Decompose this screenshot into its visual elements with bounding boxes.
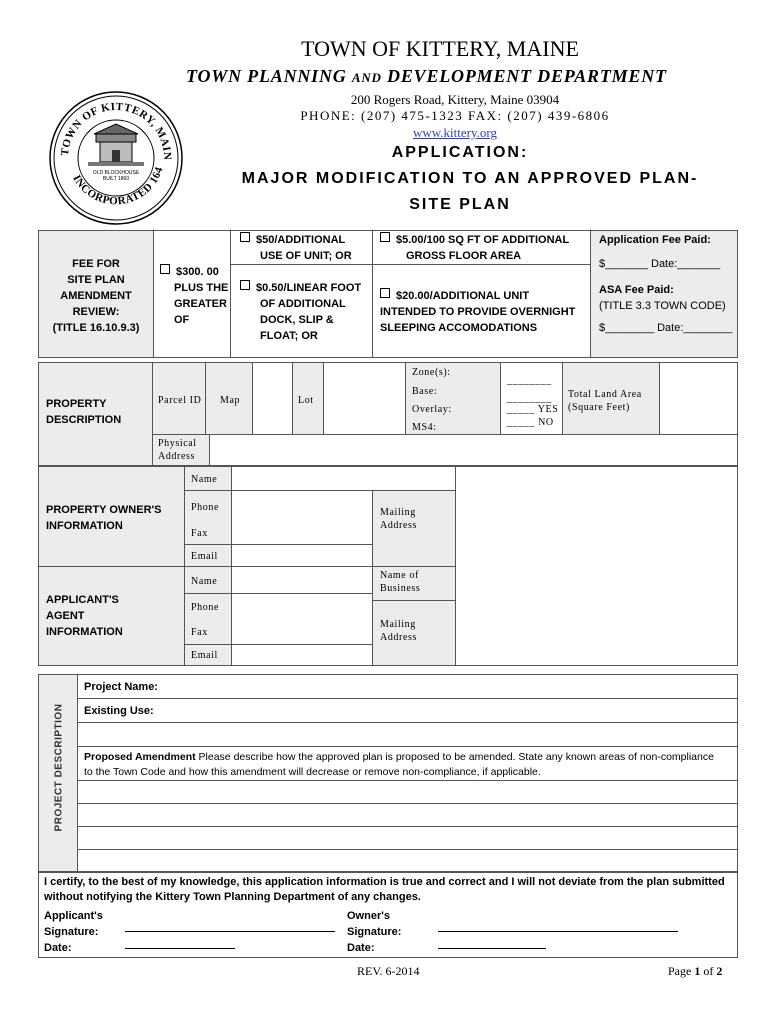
seal-bottom-text: INCORPORATED 164 bbox=[70, 165, 166, 208]
application-heading: APPLICATION: bbox=[391, 144, 529, 161]
asa-fee-label: ASA Fee Paid: bbox=[599, 284, 674, 296]
town-title: TOWN OF KITTERY, MAINE bbox=[301, 36, 579, 61]
blockhouse-icon bbox=[88, 124, 144, 166]
per-sqft-text: GROSS FLOOR AREA bbox=[406, 250, 522, 262]
agent-business-input[interactable] bbox=[456, 567, 737, 665]
page-prefix: Page bbox=[668, 964, 695, 978]
owner-mailing-line: Mailing bbox=[380, 507, 416, 518]
office-fee-block bbox=[599, 232, 735, 336]
applicant-label-line: Date: bbox=[44, 942, 72, 954]
overlay-label: Overlay: bbox=[412, 404, 452, 415]
per-unit-checkbox[interactable] bbox=[240, 232, 250, 242]
page-current: 1 bbox=[694, 964, 701, 978]
base-fee-text: $300. 00 bbox=[176, 266, 219, 278]
owner-signature-label bbox=[347, 908, 427, 956]
zones-label: Zone(s): bbox=[412, 367, 451, 378]
owner-date-line[interactable] bbox=[438, 948, 546, 949]
base-blank[interactable]: ________ bbox=[507, 375, 552, 386]
per-foot-option[interactable] bbox=[240, 280, 372, 344]
seal-top-text: TOWN OF KITTERY, MAIN bbox=[58, 100, 174, 161]
property-label-line: DESCRIPTION bbox=[46, 414, 122, 426]
owner-mailing-line: Address bbox=[380, 520, 417, 531]
proposed-amendment-instructions: Please describe how the approved plan is proposed to be amended. State any known areas of non-compliance to the Town Code and how this amendment will decrease or remove non-compliance, if applicable. bbox=[84, 751, 714, 778]
overnight-checkbox[interactable] bbox=[380, 288, 390, 298]
proposed-amendment-input[interactable] bbox=[78, 781, 737, 871]
seal-inner-text: BUILT 1860 bbox=[102, 176, 130, 182]
town-seal bbox=[48, 90, 184, 226]
seal-inner-text: OLD BLOCKHOUSE bbox=[92, 170, 140, 176]
certification-text: I certify, to the best of my knowledge, this application information is true and correct and I will not deviate from the plan submitted without notifying the Kittery Town Planning Department of any changes. bbox=[44, 876, 725, 903]
fee-label bbox=[40, 256, 152, 336]
website-link[interactable]: www.kittery.org bbox=[412, 125, 497, 140]
fee-label-line: SITE PLAN bbox=[67, 274, 125, 286]
app-fee-label: Application Fee Paid: bbox=[599, 234, 711, 246]
ms4-no[interactable]: _____ NO bbox=[507, 417, 554, 428]
per-foot-text: $0.50/LINEAR FOOT bbox=[256, 282, 362, 294]
overnight-text: $20.00/ADDITIONAL UNIT bbox=[396, 290, 530, 302]
applicant-label-line: Signature: bbox=[44, 926, 99, 938]
applicant-date-line[interactable] bbox=[125, 948, 235, 949]
department-name-part: TOWN PLANNING bbox=[186, 66, 352, 86]
agent-label-line: AGENT bbox=[46, 610, 85, 622]
fee-label-line: (TITLE 16.10.9.3) bbox=[52, 322, 140, 334]
asa-fee-line[interactable]: $________ Date:________ bbox=[599, 322, 733, 334]
base-fee-text: PLUS THE bbox=[174, 282, 229, 294]
revision-label: REV. 6-2014 bbox=[357, 964, 420, 978]
overnight-option[interactable] bbox=[380, 288, 590, 336]
department-contact: PHONE: (207) 475-1323 FAX: (207) 439-6806 bbox=[300, 108, 610, 123]
owner-sig-label-line: Date: bbox=[347, 942, 375, 954]
owner-phone-label: Phone bbox=[191, 502, 219, 513]
department-name bbox=[186, 64, 746, 90]
owner-label-line: PROPERTY OWNER'S bbox=[46, 504, 162, 516]
page-of: of bbox=[700, 964, 717, 978]
agent-section-label bbox=[46, 592, 184, 640]
project-side-label: PROJECT DESCRIPTION bbox=[53, 703, 65, 832]
agent-label-line: APPLICANT'S bbox=[46, 594, 119, 606]
department-address: 200 Rogers Road, Kittery, Maine 03904 bbox=[350, 92, 560, 107]
agent-label-line: INFORMATION bbox=[46, 626, 123, 638]
agent-business-line: Name of bbox=[380, 570, 419, 581]
per-unit-text: $50/ADDITIONAL bbox=[256, 234, 346, 246]
page-total: 2 bbox=[716, 964, 723, 978]
owner-signature-line[interactable] bbox=[438, 931, 678, 932]
owner-section-label bbox=[46, 502, 184, 534]
page-number bbox=[668, 964, 722, 979]
base-fee-checkbox[interactable] bbox=[160, 264, 170, 274]
application-subheading: MAJOR MODIFICATION TO AN APPROVED PLAN- bbox=[241, 170, 699, 187]
agent-name-label: Name bbox=[191, 576, 218, 587]
ms4-label: MS4: bbox=[412, 422, 437, 433]
per-sqft-text: $5.00/100 SQ FT OF ADDITIONAL bbox=[396, 234, 570, 246]
per-foot-text: OF ADDITIONAL bbox=[260, 298, 346, 310]
parcel-id-label: Parcel ID bbox=[158, 395, 202, 406]
ms4-yes[interactable]: _____ YES bbox=[507, 404, 559, 415]
per-sqft-checkbox[interactable] bbox=[380, 232, 390, 242]
lot-label: Lot bbox=[298, 395, 314, 406]
property-label-line: PROPERTY bbox=[46, 398, 107, 410]
applicant-signature-line[interactable] bbox=[125, 931, 335, 932]
base-fee-text: GREATER bbox=[174, 298, 227, 310]
fee-label-line: AMENDMENT bbox=[60, 290, 132, 302]
total-land-area-label bbox=[568, 388, 658, 414]
agent-business-label bbox=[380, 569, 420, 595]
physical-address-label bbox=[158, 437, 197, 463]
project-name-label: Project Name: bbox=[84, 681, 158, 693]
agent-mailing-line: Mailing bbox=[380, 619, 416, 630]
per-foot-text: DOCK, SLIP & bbox=[260, 314, 334, 326]
agent-mailing-line: Address bbox=[380, 632, 417, 643]
applicant-signature-label bbox=[44, 908, 124, 956]
existing-use-label: Existing Use: bbox=[84, 705, 154, 717]
proposed-amendment-text bbox=[84, 750, 724, 780]
owner-fax-label: Fax bbox=[191, 528, 208, 539]
department-and: AND bbox=[351, 70, 382, 85]
map-label: Map bbox=[220, 395, 241, 406]
physical-address-line: Physical bbox=[158, 438, 197, 449]
owner-mailing-label bbox=[380, 506, 417, 532]
app-fee-line[interactable]: $_______ Date:_______ bbox=[599, 258, 721, 270]
per-foot-text: FLOAT; OR bbox=[260, 330, 318, 342]
physical-address-line: Address bbox=[158, 451, 195, 462]
project-name-input[interactable] bbox=[170, 676, 736, 697]
agent-phone-label: Phone bbox=[191, 602, 219, 613]
property-label bbox=[46, 396, 146, 428]
per-sqft-option[interactable] bbox=[380, 232, 590, 264]
agent-fax-label: Fax bbox=[191, 627, 208, 638]
base-fee-option[interactable] bbox=[160, 264, 230, 328]
town-seal-graphic bbox=[48, 90, 184, 226]
owner-mailing-input[interactable] bbox=[456, 467, 737, 565]
agent-mailing-label bbox=[380, 618, 417, 644]
agent-business-line: Business bbox=[380, 583, 421, 594]
per-unit-text: USE OF UNIT; OR bbox=[260, 250, 352, 262]
proposed-amendment-label: Proposed Amendment bbox=[84, 751, 196, 763]
asa-title: (TITLE 3.3 TOWN CODE) bbox=[599, 300, 726, 312]
owner-sig-label-line: Signature: bbox=[347, 926, 402, 938]
land-area-line: (Square Feet) bbox=[568, 402, 630, 413]
applicant-label-line: Applicant's bbox=[44, 910, 103, 922]
base-fee-text: OF bbox=[174, 314, 190, 326]
department-name-part: DEVELOPMENT DEPARTMENT bbox=[381, 66, 667, 86]
agent-email-label: Email bbox=[191, 650, 218, 661]
overlay-blank[interactable]: ________ bbox=[507, 393, 552, 404]
per-foot-checkbox[interactable] bbox=[240, 280, 250, 290]
base-label: Base: bbox=[412, 386, 438, 397]
owner-sig-label-line: Owner's bbox=[347, 910, 390, 922]
overnight-text: SLEEPING ACCOMODATIONS bbox=[380, 322, 538, 334]
existing-use-input[interactable] bbox=[160, 700, 736, 721]
owner-label-line: INFORMATION bbox=[46, 520, 123, 532]
fee-label-line: FEE FOR bbox=[72, 258, 120, 270]
owner-name-input[interactable] bbox=[232, 467, 371, 489]
fee-label-line: REVIEW: bbox=[72, 306, 120, 318]
owner-email-label: Email bbox=[191, 551, 218, 562]
land-area-line: Total Land Area bbox=[568, 389, 642, 400]
application-type: SITE PLAN bbox=[409, 196, 511, 213]
overnight-text: INTENDED TO PROVIDE OVERNIGHT bbox=[380, 306, 576, 318]
per-unit-option[interactable] bbox=[240, 232, 372, 264]
owner-name-label: Name bbox=[191, 474, 218, 485]
